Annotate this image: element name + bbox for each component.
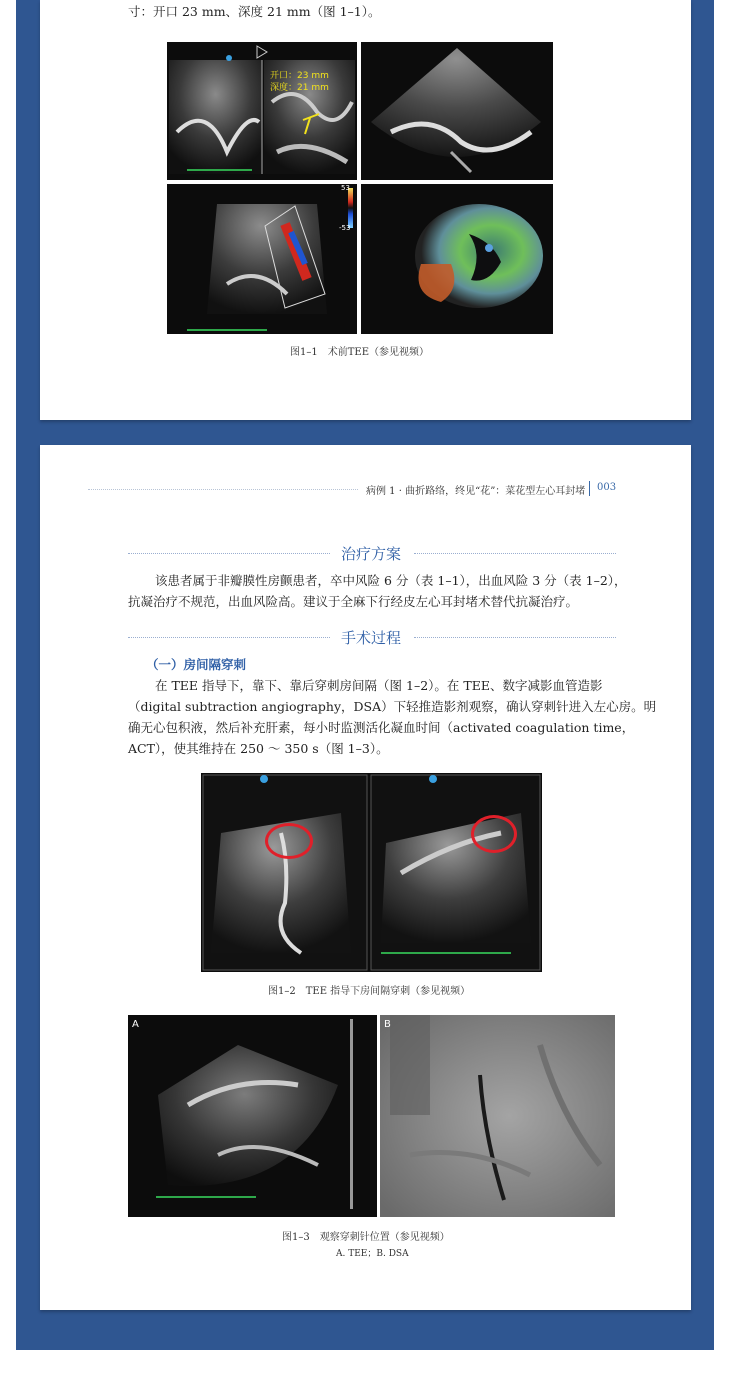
figure3-caption: 图1–3 观察穿刺针位置（参见视频） — [282, 1232, 450, 1243]
echo-image-sector — [361, 42, 553, 180]
figure1-caption: 图1–1 术前TEE（参见视频） — [290, 347, 429, 358]
overlay-opening-text: 开口：23 mm — [270, 71, 329, 81]
figure3-label-b: B — [384, 1019, 391, 1030]
para2-line3: 确无心包积液，然后补充肝素，每小时监测活化凝血时间（activated coagulation time， — [128, 720, 635, 735]
section2-title: 手术过程 — [341, 629, 402, 647]
figure3-subcaption: A. TEE；B. DSA — [336, 1249, 409, 1259]
subsection1-title: （一）房间隔穿刺 — [146, 657, 247, 672]
header-separator — [589, 481, 590, 496]
header-rule — [88, 489, 358, 490]
overlay-depth-text: 深度：21 mm — [270, 83, 329, 93]
section2-rule-left — [128, 637, 330, 638]
puncture-marker-left — [265, 823, 313, 859]
page1-intro-line: 寸：开口 23 mm、深度 21 mm（图 1–1）。 — [128, 4, 381, 19]
dsa-image — [380, 1015, 615, 1217]
figure3-panel-b — [380, 1015, 615, 1217]
figure1-panel-bl — [167, 184, 357, 334]
figure1-panel-tr — [361, 42, 553, 180]
running-header: 病例 1 · 曲折路络，终见“花”：菜花型左心耳封堵 — [366, 486, 586, 497]
echo-image-measurement — [167, 42, 357, 180]
echo-3d-render — [361, 184, 553, 334]
para1-line1: 该患者属于非瓣膜性房颤患者，卒中风险 6 分（表 1–1），出血风险 3 分（表 1–2）， — [155, 573, 627, 588]
figure1-panel-br — [361, 184, 553, 334]
section1-title: 治疗方案 — [341, 545, 402, 563]
para2-line2: （digital subtraction angiography，DSA）下轻推造影剂观察，确认穿刺针进入左心房。明 — [128, 699, 657, 714]
section2-rule-right — [414, 637, 616, 638]
figure2-image — [201, 773, 542, 972]
puncture-marker-right — [471, 815, 517, 853]
page-number: 003 — [597, 482, 617, 493]
color-scale-bottom: -53 — [339, 224, 351, 232]
figure2-caption: 图1–2 TEE 指导下房间隔穿刺（参见视频） — [268, 986, 471, 997]
color-scale-top: 53 — [341, 184, 350, 192]
para2-line1: 在 TEE 指导下，靠下、靠后穿刺房间隔（图 1–2）。在 TEE、数字减影血管造影 — [155, 678, 603, 693]
section1-rule-right — [414, 553, 616, 554]
echo-needle-position — [128, 1015, 377, 1217]
section1-rule-left — [128, 553, 330, 554]
figure3-panel-a — [128, 1015, 377, 1217]
para2-line4: ACT），使其维持在 250 ～ 350 s（图 1–3）。 — [128, 741, 389, 756]
figure1-panel-tl — [167, 42, 357, 180]
echo-septal-puncture — [201, 773, 542, 972]
figure3-label-a: A — [132, 1019, 139, 1030]
echo-image-doppler — [167, 184, 357, 334]
para1-line2: 抗凝治疗不规范，出血风险高。建议于全麻下行经皮左心耳封堵术替代抗凝治疗。 — [128, 594, 579, 609]
